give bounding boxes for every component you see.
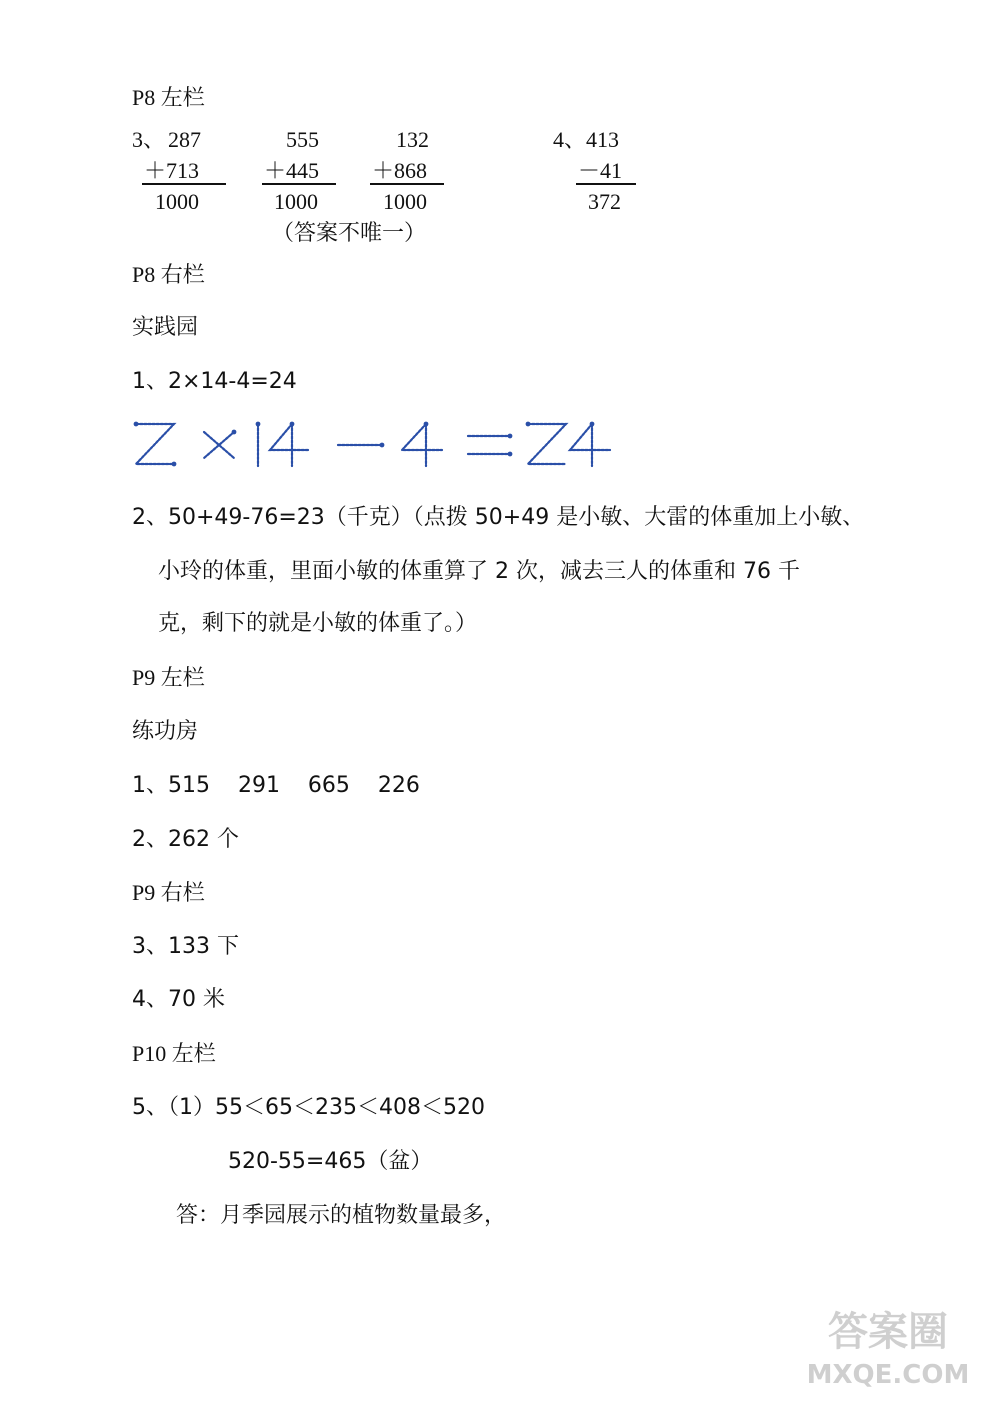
calc-1-addend: ＋713 bbox=[144, 158, 200, 183]
section-heading-p9-right: P9 右栏 bbox=[132, 880, 205, 905]
q4-top: 413 bbox=[586, 127, 619, 152]
watermark-logo bbox=[798, 1297, 978, 1393]
practice-item-2-line-3: 克，剩下的就是小敏的体重了。） bbox=[158, 611, 478, 636]
practice-item-2-line-1: 2、50+49-76=23（千克）（点拨 50+49 是小敏、大雷的体重加上小敏、 bbox=[132, 505, 865, 530]
watermark-top-text: 答案圈 bbox=[828, 1309, 948, 1355]
practice-item-1: 1、2×14-4=24 bbox=[132, 369, 297, 394]
calc-2-addend: ＋445 bbox=[264, 158, 320, 183]
watermark-bottom-text: MXQE.COM bbox=[806, 1360, 970, 1390]
p10-item-5-line-1: 5、（1）55＜65＜235＜408＜520 bbox=[132, 1095, 485, 1120]
calc-3-rule bbox=[370, 183, 444, 185]
q3-label: 3、 bbox=[132, 127, 166, 152]
answer-not-unique-note: （答案不唯一） bbox=[272, 220, 427, 245]
calc-1-result: 1000 bbox=[155, 189, 199, 214]
drill-item-2: 2、262 个 bbox=[132, 827, 239, 852]
calc-1-rule bbox=[142, 183, 226, 185]
calc-2-top: 555 bbox=[286, 127, 319, 152]
calc-2-result: 1000 bbox=[274, 189, 318, 214]
section-heading-p8-right: P8 右栏 bbox=[132, 262, 205, 287]
matchstick-equation-image bbox=[130, 418, 620, 474]
p10-item-5-answer: 答：月季园展示的植物数量最多， bbox=[176, 1203, 507, 1228]
calc-1-top: 287 bbox=[168, 127, 201, 152]
calc-2-rule bbox=[262, 183, 336, 185]
drill-heading: 练功房 bbox=[132, 719, 199, 744]
calc-3-addend: ＋868 bbox=[372, 158, 428, 183]
calc-3-top: 132 bbox=[396, 127, 429, 152]
section-heading-p10-left: P10 左栏 bbox=[132, 1041, 216, 1066]
q4-label: 4、 bbox=[553, 127, 587, 152]
p9-right-item-3: 3、133 下 bbox=[132, 934, 239, 959]
practice-heading: 实践园 bbox=[132, 315, 199, 340]
p10-item-5-line-2: 520-55=465（盆） bbox=[228, 1149, 433, 1174]
practice-item-2-line-2: 小玲的体重，里面小敏的体重算了 2 次，减去三人的体重和 76 千 bbox=[158, 559, 800, 584]
q4-result: 372 bbox=[588, 189, 621, 214]
p9-right-item-4: 4、70 米 bbox=[132, 987, 225, 1012]
q4-subtrahend: －41 bbox=[578, 158, 623, 183]
section-heading-p8-left: P8 左栏 bbox=[132, 85, 205, 110]
calc-3-result: 1000 bbox=[383, 189, 427, 214]
drill-item-1: 1、515 291 665 226 bbox=[132, 773, 420, 798]
section-heading-p9-left: P9 左栏 bbox=[132, 665, 205, 690]
q4-rule bbox=[576, 183, 636, 185]
